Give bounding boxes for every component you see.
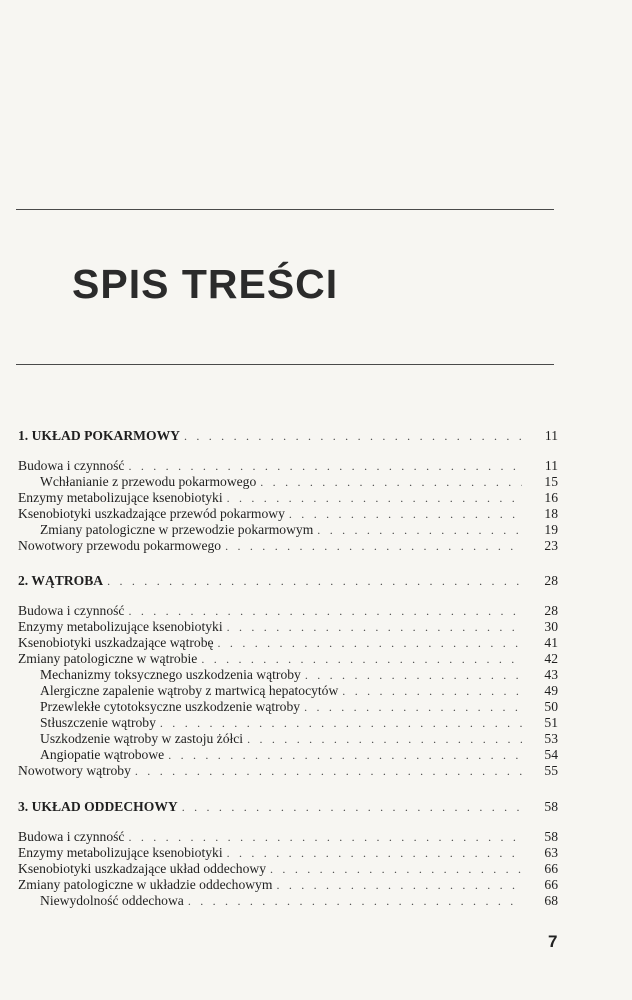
toc-page-number: 28 [544, 603, 558, 618]
leader-dots [218, 635, 522, 651]
toc-entry-title: Enzymy metabolizujące ksenobiotyki [18, 619, 223, 634]
toc-entry[interactable] [18, 635, 558, 651]
toc-entry-title: Stłuszczenie wątroby [40, 715, 156, 730]
toc-page-number: 51 [544, 715, 558, 730]
toc-entry[interactable] [18, 893, 558, 909]
toc-entry-title: Zmiany patologiczne w układzie oddechowym [18, 877, 273, 892]
toc-page-number: 49 [544, 683, 558, 698]
toc-page-number: 66 [544, 861, 558, 876]
toc-page-number: 43 [544, 667, 558, 682]
toc-entry-title: Budowa i czynność [18, 458, 125, 473]
toc-entry[interactable] [18, 861, 558, 877]
toc-chapter-title: 2. WĄTROBA [18, 573, 104, 588]
leader-dots [168, 747, 522, 763]
toc-entry[interactable] [18, 506, 558, 522]
toc-page-number: 11 [544, 428, 558, 443]
toc-entry-title: Mechanizmy toksycznego uszkodzenia wątroby [40, 667, 301, 682]
leader-dots [305, 667, 522, 683]
leader-dots [184, 428, 522, 444]
toc-entry[interactable] [18, 651, 558, 667]
toc-chapter[interactable] [18, 573, 558, 589]
toc-entry[interactable] [18, 522, 558, 538]
leader-dots [160, 715, 522, 731]
toc-chapter-title: 1. UKŁAD POKARMOWY [18, 428, 180, 443]
toc-chapter-title: 3. UKŁAD ODDECHOWY [18, 799, 178, 814]
toc-entry-title: Uszkodzenie wątroby w zastoju żółci [40, 731, 244, 746]
toc-page-number: 68 [544, 893, 558, 908]
toc-entry-title: Budowa i czynność [18, 829, 125, 844]
leader-dots [107, 573, 522, 589]
toc-entry-title: Wchłanianie z przewodu pokarmowego [40, 474, 257, 489]
toc-entry[interactable] [18, 538, 558, 554]
toc-entry[interactable] [18, 458, 558, 474]
toc-chapter[interactable] [18, 428, 558, 444]
toc-chapter[interactable] [18, 799, 558, 815]
leader-dots [225, 538, 522, 554]
toc-entry-title: Zmiany patologiczne w przewodzie pokarmowym [40, 522, 314, 537]
toc-entry-title: Nowotwory przewodu pokarmowego [18, 538, 222, 553]
leader-dots [188, 893, 522, 909]
toc-entry[interactable] [18, 603, 558, 619]
leader-dots [270, 861, 522, 877]
toc-page-number: 11 [544, 458, 558, 473]
leader-dots [128, 458, 522, 474]
page-number: 7 [548, 932, 558, 951]
toc-page-number: 63 [544, 845, 558, 860]
toc-entry[interactable] [18, 763, 558, 779]
toc-entry-title: Angiopatie wątrobowe [40, 747, 165, 762]
top-rule [16, 209, 554, 210]
leader-dots [317, 522, 522, 538]
bottom-rule [16, 364, 554, 365]
toc-entry-title: Alergiczne zapalenie wątroby z martwicą hepatocytów [40, 683, 339, 698]
toc-entry[interactable] [18, 877, 558, 893]
toc-entry[interactable] [18, 699, 558, 715]
toc-page-number: 54 [544, 747, 558, 762]
toc-entry[interactable] [18, 829, 558, 845]
toc-entry-title: Ksenobiotyki uszkadzające przewód pokarmowy [18, 506, 285, 521]
toc-entry-title: Niewydolność oddechowa [40, 893, 184, 908]
toc-page-number: 58 [544, 799, 558, 814]
toc-entry-title: Przewlekłe cytotoksyczne uszkodzenie wątroby [40, 699, 301, 714]
toc-entry[interactable] [18, 845, 558, 861]
toc-page-number: 58 [544, 829, 558, 844]
toc-entry[interactable] [18, 490, 558, 506]
leader-dots [260, 474, 522, 490]
leader-dots [135, 763, 522, 779]
toc-page-number: 55 [544, 763, 558, 778]
toc-page-number: 53 [544, 731, 558, 746]
toc-entry[interactable] [18, 731, 558, 747]
toc-entry[interactable] [18, 715, 558, 731]
toc-entry-title: Ksenobiotyki uszkadzające wątrobę [18, 635, 214, 650]
leader-dots [201, 651, 522, 667]
toc-entry[interactable] [18, 683, 558, 699]
leader-dots [342, 683, 522, 699]
leader-dots [128, 603, 522, 619]
leader-dots [304, 699, 522, 715]
toc-entry-title: Ksenobiotyki uszkadzające układ oddechowy [18, 861, 267, 876]
toc-page-number: 66 [544, 877, 558, 892]
leader-dots [227, 845, 522, 861]
toc-page-number: 18 [544, 506, 558, 521]
toc-entry[interactable] [18, 619, 558, 635]
leader-dots [227, 490, 522, 506]
toc-entry[interactable] [18, 667, 558, 683]
toc-page-number: 15 [544, 474, 558, 489]
toc-entry-title: Budowa i czynność [18, 603, 125, 618]
toc-page-number: 42 [544, 651, 558, 666]
leader-dots [247, 731, 522, 747]
toc-page-number: 41 [544, 635, 558, 650]
leader-dots [227, 619, 522, 635]
toc-page-number: 30 [544, 619, 558, 634]
toc-page-number: 28 [544, 573, 558, 588]
leader-dots [128, 829, 522, 845]
toc-page-number: 23 [544, 538, 558, 553]
toc-page-number: 16 [544, 490, 558, 505]
leader-dots [276, 877, 522, 893]
leader-dots [182, 799, 522, 815]
toc-page-number: 50 [544, 699, 558, 714]
toc-entry[interactable] [18, 747, 558, 763]
toc-entry-title: Nowotwory wątroby [18, 763, 131, 778]
leader-dots [289, 506, 522, 522]
toc-entry-title: Enzymy metabolizujące ksenobiotyki [18, 845, 223, 860]
page-title: SPIS TREŚCI [72, 261, 339, 307]
toc-entry[interactable] [18, 474, 558, 490]
toc-entry-title: Enzymy metabolizujące ksenobiotyki [18, 490, 223, 505]
toc-entry-title: Zmiany patologiczne w wątrobie [18, 651, 198, 666]
toc-page-number: 19 [544, 522, 558, 537]
